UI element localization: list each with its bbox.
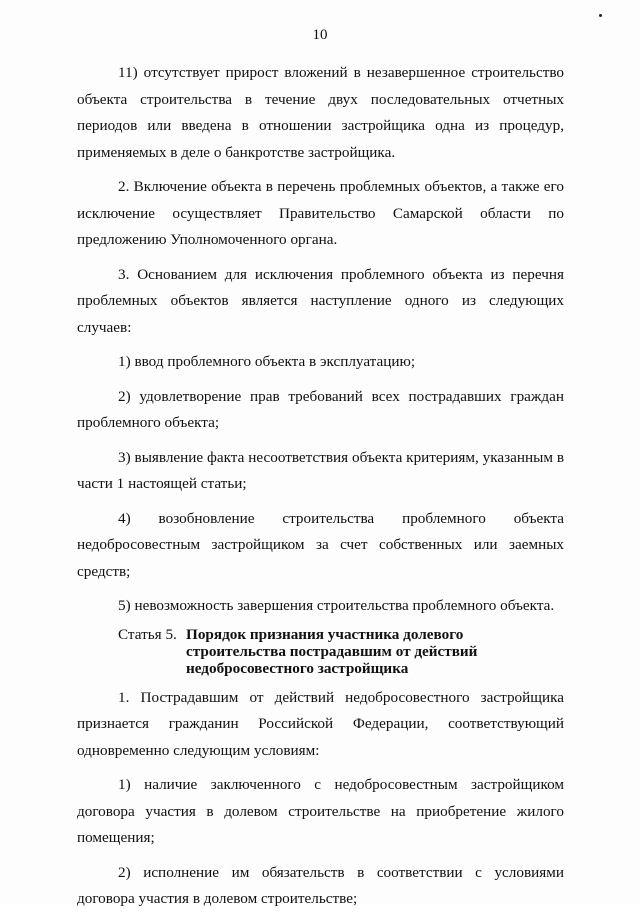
list-item-3: 3) выявление факта несоответствия объекта критериям, указанным в части 1 настоящей статьи; — [77, 448, 564, 492]
page-number: 10 — [312, 27, 328, 43]
paragraph-art5-part-1: 1. Пострадавшим от действий недобросовестного застройщика признается гражданин Российской Федерации, соответствующий одновременно следующим условиям: — [77, 688, 564, 759]
condition-item-1: 1) наличие заключенного с недобросовестным застройщиком договора участия в долевом строительстве на приобретение жилого помещения; — [77, 776, 564, 846]
article-title: Порядок признания участника долевого строительства пострадавшим от действий недобросовестного застройщика — [186, 625, 478, 677]
document-body — [77, 60, 564, 913]
list-item-2: 2) удовлетворение прав требований всех пострадавших граждан проблемного объекта; — [77, 387, 564, 431]
paragraph-part-2: 2. Включение объекта в перечень проблемных объектов, а также его исключение осуществляет Правительство Самарской области по предложению Уполномоченного органа. — [77, 178, 564, 248]
list-item-4: 4) возобновление строительства проблемного объекта недобросовестным застройщиком за счет собственных или заемных средств; — [77, 509, 564, 580]
list-item-5: 5) невозможность завершения строительства проблемного объекта. — [118, 597, 555, 614]
paragraph-item-11: 11) отсутствует прирост вложений в незавершенное строительство объекта строительства в течение двух последовательных отчетных периодов или введена в отношении застройщика одна из процедур, применяемых в деле о банкротстве застройщика. — [77, 64, 564, 161]
paragraph-part-3: 3. Основанием для исключения проблемного объекта из перечня проблемных объектов является наступление одного из следующих случаев: — [77, 265, 564, 336]
scan-speck — [599, 14, 602, 17]
article-heading — [77, 626, 564, 677]
list-item-1: 1) ввод проблемного объекта в эксплуатацию; — [118, 353, 416, 370]
condition-item-2: 2) исполнение им обязательств в соответствии с условиями договора участия в долевом строительстве; — [77, 863, 564, 907]
article-number: Статья 5. — [118, 625, 177, 643]
